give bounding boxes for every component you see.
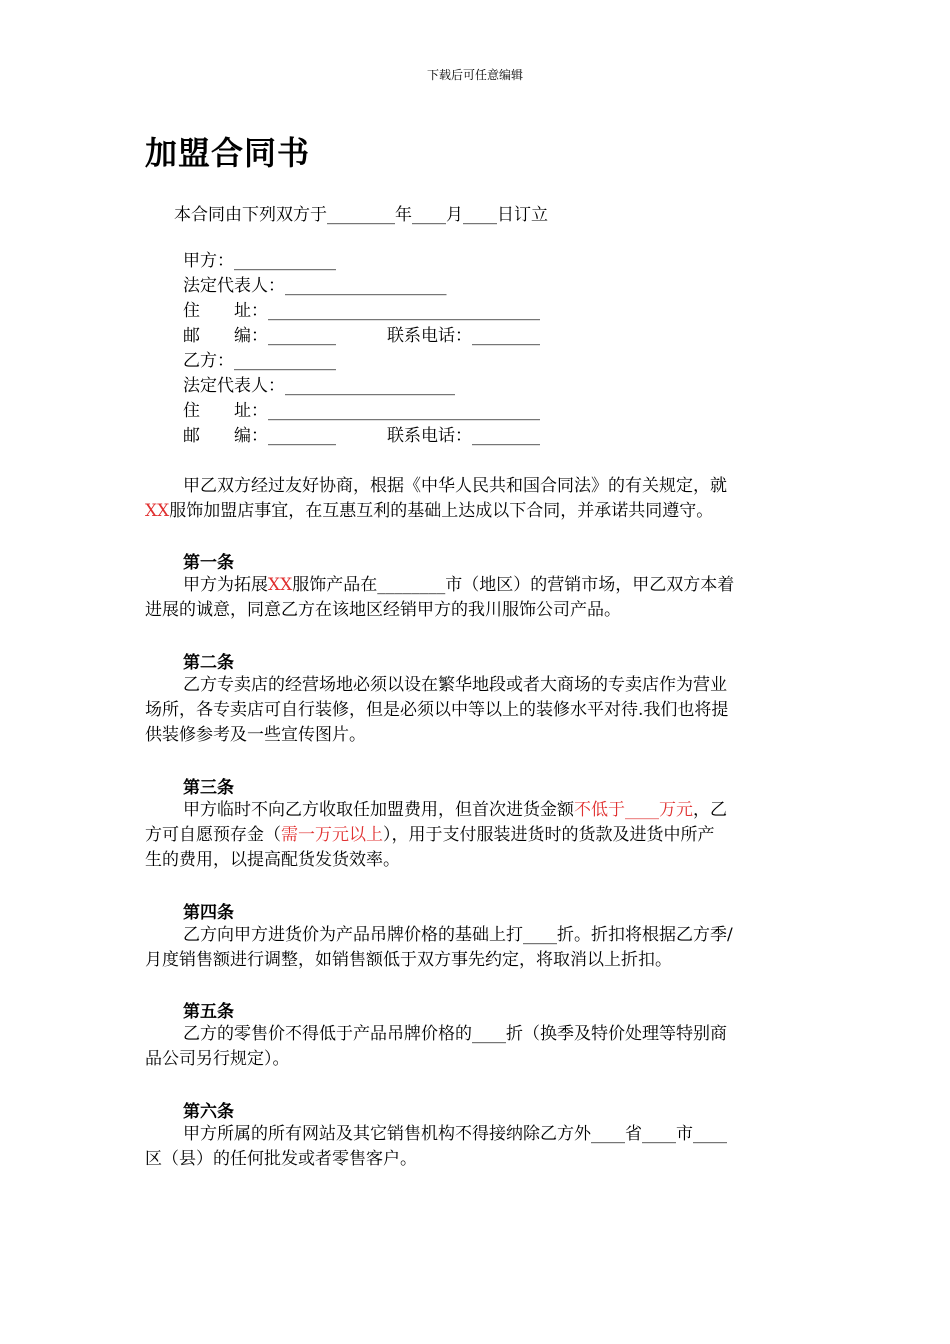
party-a-representative: 法定代表人：___________________ xyxy=(183,276,447,296)
party-a-name: 甲方：____________ xyxy=(183,251,336,271)
deposit-requirement: 需一万元以上 xyxy=(281,825,383,845)
article-3-line-1a: 甲方临时不向乙方收取任加盟费用，但首次进货金额 xyxy=(183,800,574,820)
preamble-line-2-text: 服饰加盟店事宜，在互惠互利的基础上达成以下合同，并承诺共同遵守。 xyxy=(169,501,714,521)
article-6-line-1: 甲方所属的所有网站及其它销售机构不得接纳除乙方外____省____市____ xyxy=(183,1124,727,1144)
brand-placeholder: XX xyxy=(145,501,170,521)
article-2-line-2: 场所，各专卖店可自行装修，但是必须以中等以上的装修水平对待.我们也将提 xyxy=(145,700,729,720)
article-1-paragraph xyxy=(145,573,810,623)
party-a-address: 住 址：________________________________ xyxy=(183,301,540,321)
article-3-line-2 xyxy=(145,823,810,848)
document-title: 加盟合同书 xyxy=(145,134,311,172)
article-5-line-1: 乙方的零售价不得低于产品吊牌价格的____折（换季及特价处理等特别商 xyxy=(183,1024,727,1044)
party-a-postcode-phone: 邮 编：________ 联系电话：________ xyxy=(183,326,540,346)
article-1-line-2: 进展的诚意，同意乙方在该地区经销甲方的我川服饰公司产品。 xyxy=(145,600,621,620)
preamble-line-1: 甲乙双方经过友好协商，根据《中华人民共和国合同法》的有关规定，就 xyxy=(183,476,727,496)
article-3-line-3: 生的费用，以提高配货发货效率。 xyxy=(145,850,400,870)
article-1-line-1b: 服饰产品在________市（地区）的营销市场，甲乙双方本着 xyxy=(292,575,735,595)
preamble-paragraph xyxy=(145,474,810,524)
article-2-paragraph xyxy=(145,673,810,748)
article-2-line-3: 供装修参考及一些宣传图片。 xyxy=(145,725,366,745)
article-3-heading: 第三条 xyxy=(183,778,234,798)
preamble-line-2 xyxy=(145,499,810,524)
article-1-line-1a: 甲方为拓展 xyxy=(183,575,268,595)
article-4-paragraph xyxy=(145,923,810,973)
article-4-line-1: 乙方向甲方进货价为产品吊牌价格的基础上打____折。折扣将根据乙方季/ xyxy=(183,925,733,945)
brand-placeholder: XX xyxy=(268,575,293,595)
article-3-line-1 xyxy=(145,798,810,823)
page-header-note: 下载后可任意编辑 xyxy=(426,68,523,82)
article-3-line-2a: 方可自愿预存金（ xyxy=(145,825,281,845)
party-b-postcode-phone: 邮 编：________ 联系电话：________ xyxy=(183,426,540,446)
article-5-line-2: 品公司另行规定）。 xyxy=(145,1049,290,1069)
article-4-heading: 第四条 xyxy=(183,903,234,923)
party-b-representative: 法定代表人：____________________ xyxy=(183,376,455,396)
article-6-paragraph xyxy=(145,1122,810,1172)
article-2-heading: 第二条 xyxy=(183,653,234,673)
article-5-heading: 第五条 xyxy=(183,1002,234,1022)
article-5-paragraph xyxy=(145,1022,810,1072)
article-3-line-1b: ，乙 xyxy=(693,800,727,820)
article-3-paragraph xyxy=(145,798,810,873)
article-1-heading: 第一条 xyxy=(183,553,234,573)
contract-intro: 本合同由下列双方于________年____月____日订立 xyxy=(174,205,548,225)
article-6-heading: 第六条 xyxy=(183,1102,234,1122)
article-2-line-1: 乙方专卖店的经营场地必须以设在繁华地段或者大商场的专卖店作为营业 xyxy=(183,675,727,695)
party-b-name: 乙方：____________ xyxy=(183,351,336,371)
party-b-address: 住 址：________________________________ xyxy=(183,401,540,421)
min-purchase-amount: 不低于____万元 xyxy=(574,800,693,820)
article-4-line-2: 月度销售额进行调整，如销售额低于双方事先约定，将取消以上折扣。 xyxy=(145,950,672,970)
article-3-line-2b: ），用于支付服装进货时的货款及进货中所产 xyxy=(383,825,715,845)
article-6-line-2: 区（县）的任何批发或者零售客户。 xyxy=(145,1149,417,1169)
article-1-line-1 xyxy=(145,573,810,598)
